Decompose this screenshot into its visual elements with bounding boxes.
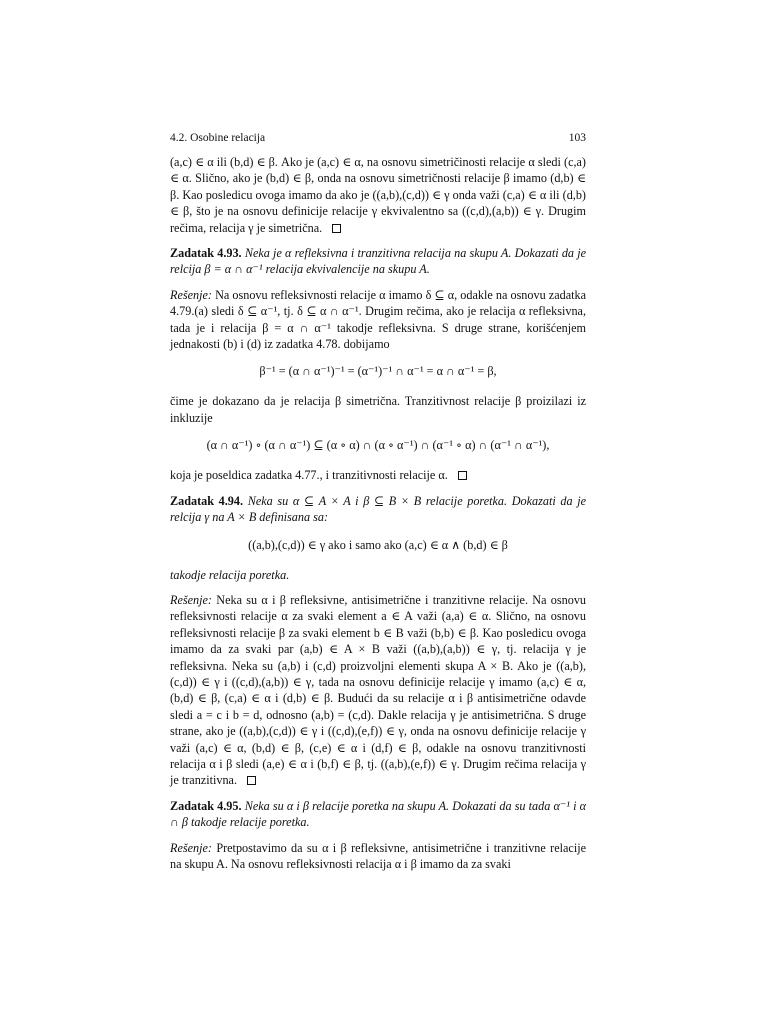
task-label: Zadatak 4.94. <box>170 493 244 508</box>
qed-box-icon <box>332 224 341 233</box>
task-label: Zadatak 4.93. <box>170 246 242 261</box>
section-title: 4.2. Osobine relacija <box>170 132 266 144</box>
qed-box-icon <box>458 471 467 480</box>
task-4-93 <box>170 245 586 278</box>
equation-inverse: β⁻¹ = (α ∩ α⁻¹)⁻¹ = (α⁻¹)⁻¹ ∩ α⁻¹ = α ∩ α⁻¹ = β, <box>259 364 497 379</box>
solution-4-93 <box>170 287 586 353</box>
task-tail: takodje relacija poretka. <box>170 567 290 582</box>
running-header <box>170 132 586 144</box>
solution-4-94 <box>170 592 586 789</box>
task-statement: Neka je α refleksivna i tranzitivna relacija na skupu A. Dokazati da je relcija β = α ∩ α⁻¹ relacija ekvivalencije na skupu A. <box>170 246 586 277</box>
solution-label: Rešenje: <box>170 840 212 855</box>
task-statement: Neka su α i β relacije poretka na skupu A. Dokazati da su tada α⁻¹ i α ∩ β takodje relacije poretka. <box>170 798 587 830</box>
solution-text: Na osnovu refleksivnosti relacije α imamo δ ⊆ α, odakle na osnovu zadatka 4.79.(a) sledi δ ⊆ α⁻¹, tj. δ ⊆ α ∩ α⁻¹. Drugim rečima, ako je relacija α refleksivna, tada je i relacija β = α ∩ α⁻¹ takodje refleksivna. S druge strane, korišćenjem jednakosti (b) i (d) iz zadatka 4.78. dobijamo <box>170 287 586 352</box>
task-4-94 <box>170 493 586 526</box>
equation-definition: ((a,b),(c,d)) ∈ γ ako i samo ako (a,c) ∈ α ∧ (b,d) ∈ β <box>248 537 508 552</box>
paragraph-text: (a,c) ∈ α ili (b,d) ∈ β. Ako je (a,c) ∈ α, na osnovu simetričinosti relacije α sledi (c,a) ∈ α. Slično, ako je (b,d) ∈ β, onda na osnovu simetričnosti relacije β imamo (d,b) ∈ β. Kao posledicu ovoga imamo da ako je ((a,b),(c,d)) ∈ γ onda važi (c,a) ∈ α ili (d,b) ∈ β, što je na osnovu definicije relacije γ ekvivalentno sa ((c,d),(a,b)) ∈ γ. Drugim rečima, relacija γ je simetrična. <box>170 155 586 235</box>
task-label: Zadatak 4.95. <box>170 798 242 813</box>
solution-text: Pretpostavimo da su α i β refleksivne, antisimetrične i tranzitivne relacije na skupu A. Na osnovu refleksivnosti relacija α i β imamo da za svaki <box>170 840 586 871</box>
solution-label: Rešenje: <box>170 592 212 607</box>
paragraph-text: koja je poseldica zadatka 4.77., i tranzitivnosti relacije α. <box>170 468 448 483</box>
paragraph-transitivity <box>170 467 586 483</box>
paragraph-symmetry: čime je dokazano da je relacija β simetrična. Tranzitivnost relacije β proizilazi iz inkluzije <box>170 394 586 425</box>
solution-text: Neka su α i β refleksivne, antisimetrične i tranzitivne relacije. Na osnovu refleksivnosti relacije α za svaki element a ∈ A važi (a,a) ∈ α. Slično, na osnovu refleksivnosti relacije β za svaki element b ∈ B važi (b,b) ∈ β. Kao posledicu ovoga imamo da za svaki par (a,b) ∈ A × B važi ((a,b),(a,b)) ∈ γ, tj. relacija γ je refleksivna. Neka su (a,b) i (c,d) proizvoljni elementi skupa A × B. Ako je ((a,b),(c,d)) ∈ γ i ((c,d),(a,b)) ∈ γ, tada na osnovu definicije relacije γ imamo (a,c) ∈ α, (b,d) ∈ β, (c,a) ∈ α i (d,b) ∈ β. Budući da su relacije α i β antisimetrične odavde sledi a = c i b = d, odnosno (a,b) = (c,d). Dakle relacija γ je antisimetrična. S druge strane, ako je ((a,b),(c,d)) ∈ γ i ((c,d),(e,f)) ∈ γ, onda na osnovu definicije relacije γ važi (a,c) ∈ α, (b,d) ∈ β, (c,e) ∈ α i (d,f) ∈ β, odakle na osnovu tranzitivnosti relacija α i β sledi (a,e) ∈ α i (b,f) ∈ β, tj. ((a,b),(e,f)) ∈ γ. Drugim rečima relacija γ je tranzitivna. <box>170 592 587 788</box>
task-statement: Neka su α ⊆ A × A i β ⊆ B × B relacije poretka. Dokazati da je relcija γ na A × B definisana sa: <box>170 493 586 525</box>
qed-box-icon <box>247 776 256 785</box>
equation-inclusion: (α ∩ α⁻¹) ∘ (α ∩ α⁻¹) ⊆ (α ∘ α) ∩ (α ∘ α⁻¹) ∩ (α⁻¹ ∘ α) ∩ (α⁻¹ ∩ α⁻¹), <box>206 438 550 453</box>
task-4-95 <box>170 798 586 831</box>
solution-label: Rešenje: <box>170 287 212 302</box>
solution-4-95 <box>170 840 586 873</box>
paragraph-continuation <box>170 154 586 236</box>
page-number: 103 <box>568 132 586 144</box>
book-page <box>170 132 586 881</box>
